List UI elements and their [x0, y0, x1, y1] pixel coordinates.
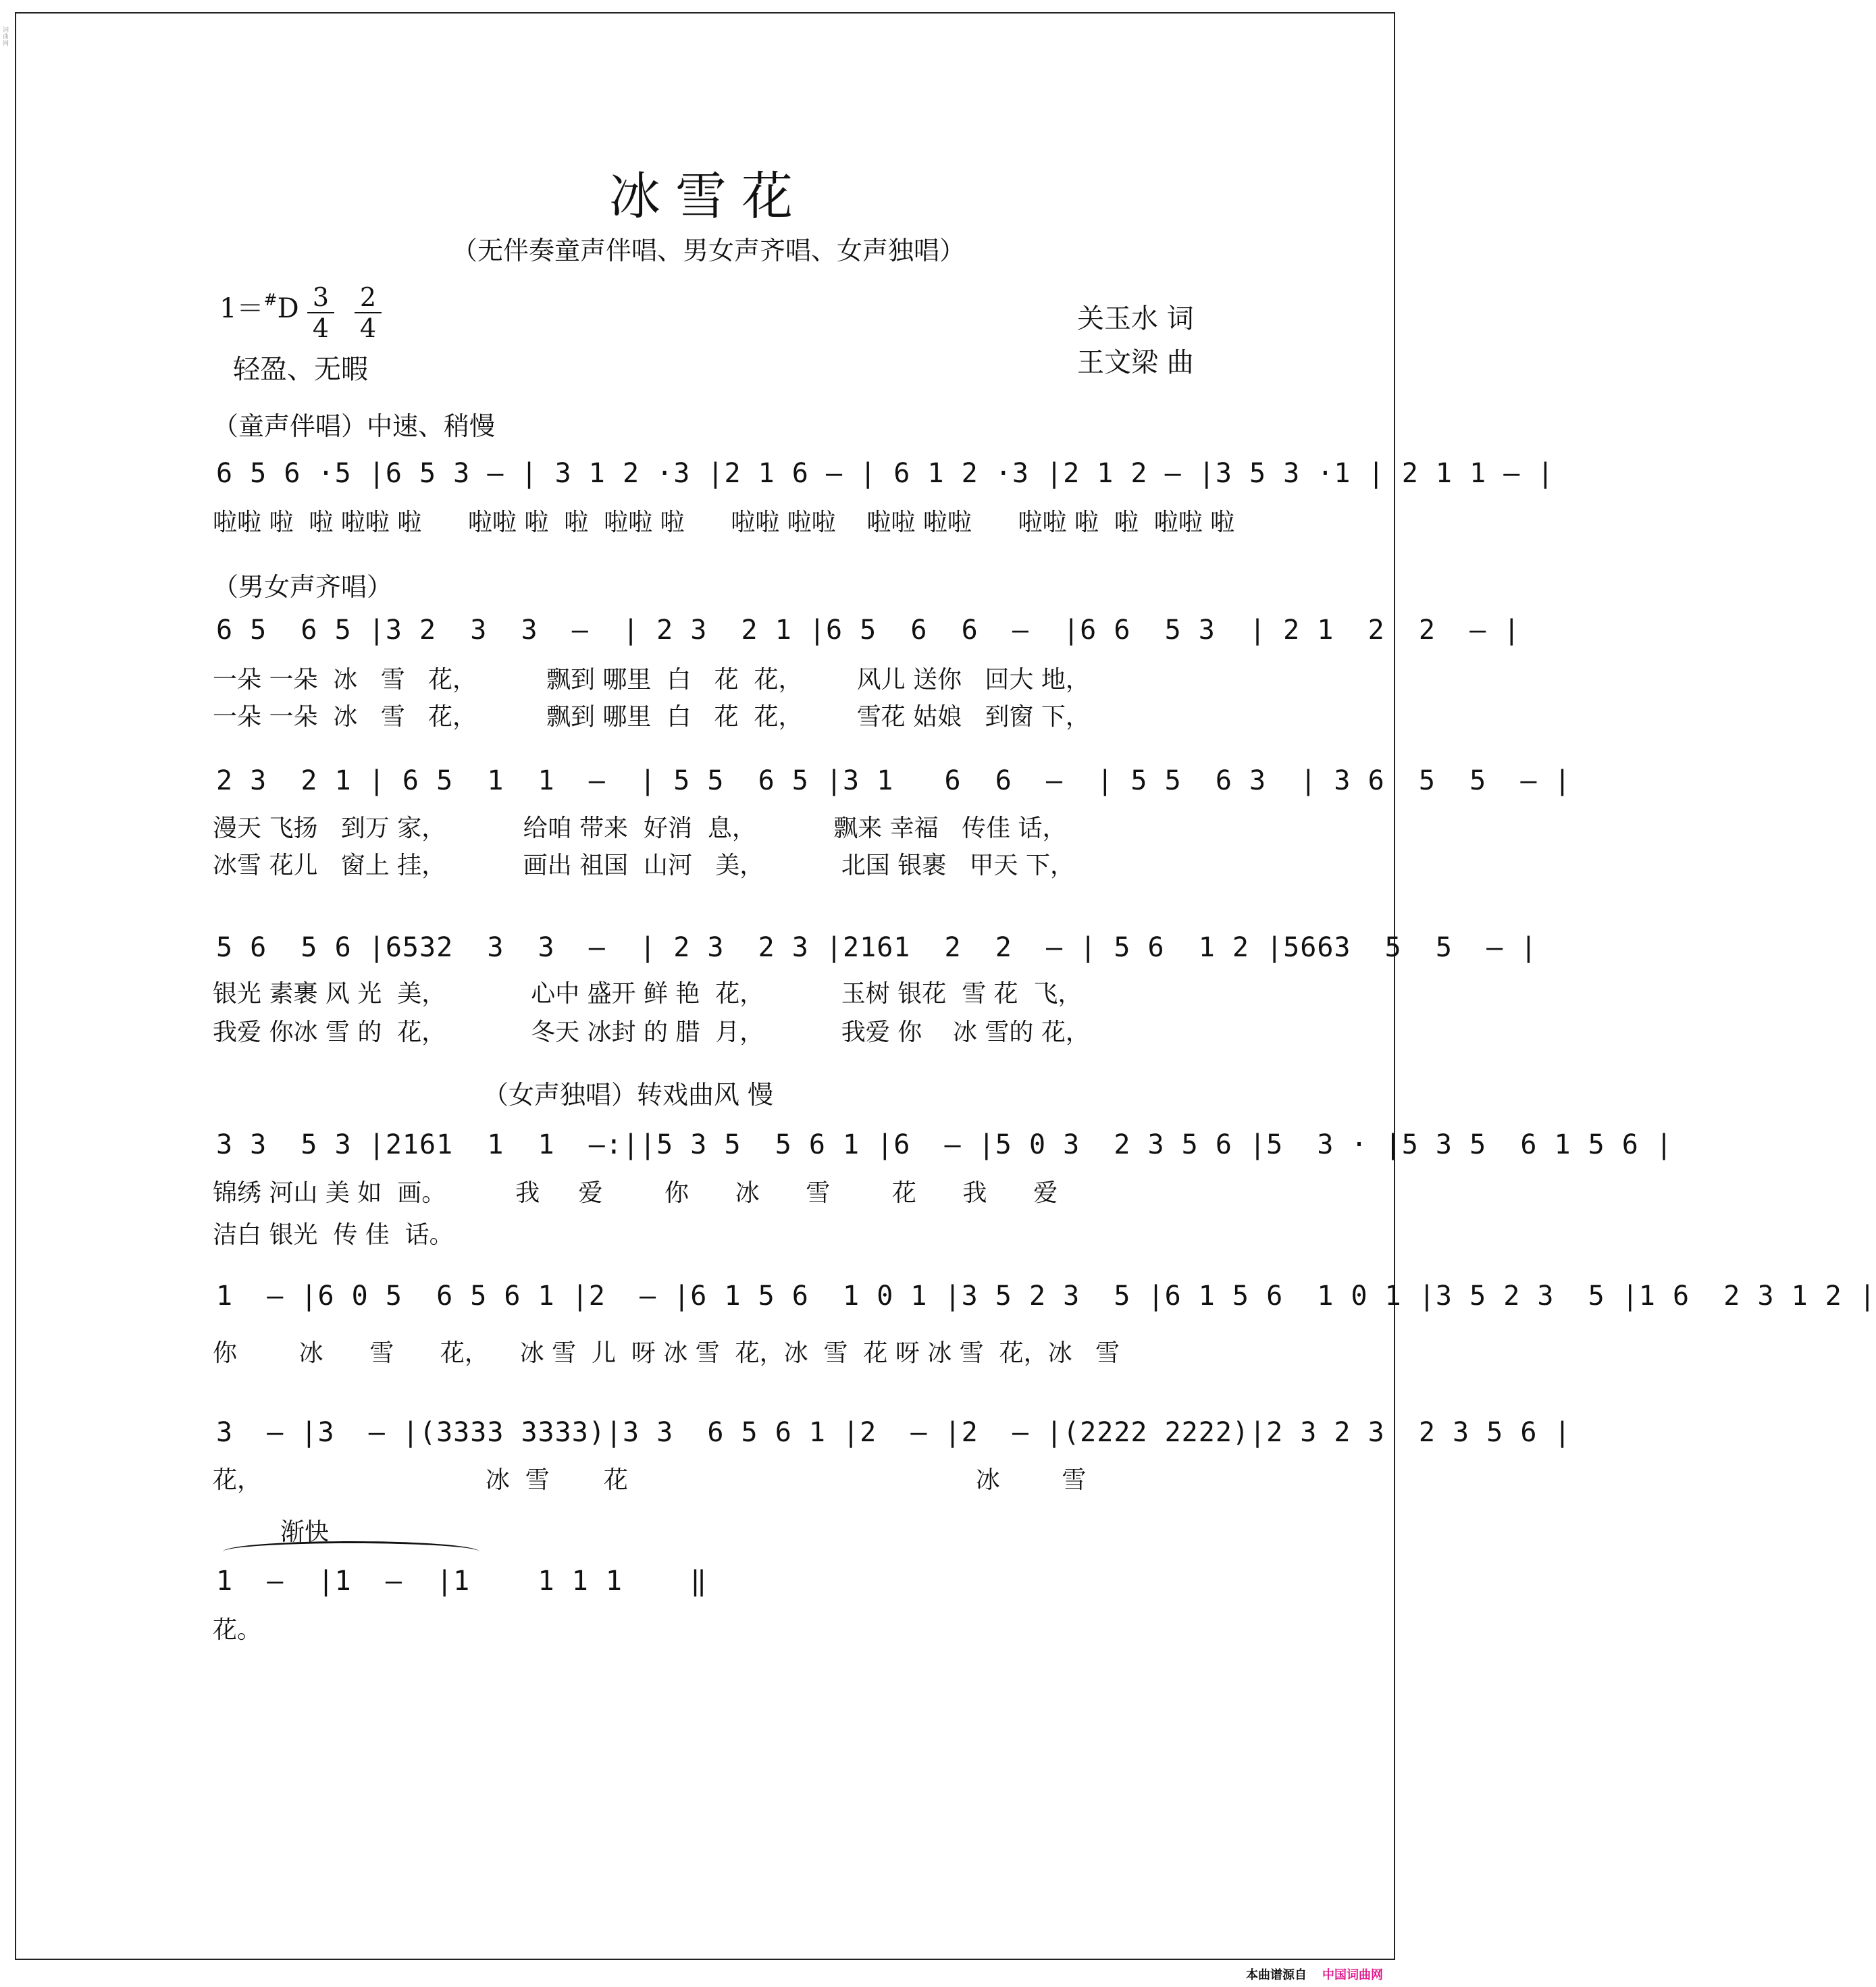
song-subtitle: （无伴奏童声伴唱、男女声齐唱、女声独唱）	[451, 236, 965, 265]
lyric-line-4-verse-2: 我爱 你冰 雪 的 花， 冬天 冰封 的 腊 月， 我爱 你 冰 雪的 花，	[213, 1018, 1090, 1046]
tempo-accelerando: 渐快	[280, 1518, 330, 1546]
lyric-line-2-verse-1: 一朵 一朵 冰 雪 花， 飘到 哪里 白 花 花， 风儿 送你 回大 地，	[213, 666, 1090, 694]
lyric-line-7: 花， 冰 雪 花 冰 雪	[213, 1466, 1087, 1494]
time-signature-3-4	[307, 282, 334, 343]
edge-watermark: 词曲网	[3, 27, 9, 47]
tie-slur	[223, 1541, 479, 1562]
time-sig-top: 3	[312, 282, 330, 312]
notation-line-2: 6 5 6 5 |3 2 3 3 – | 2 3 2 1 |6 5 6 6 – |6 6 5 3 | 2 1 2 2 – |	[216, 615, 1521, 646]
notation-line-1: 6 5 6 ·5 |6 5 3 – | 3 1 2 ·3 |2 1 6 – | 6 1 2 ·3 |2 1 2 – |3 5 3 ·1 | 2 1 1 – |	[216, 458, 1555, 489]
song-title: 冰雪花	[609, 166, 808, 226]
time-signature-2-4	[355, 282, 382, 343]
key-signature	[219, 287, 299, 326]
lyric-line-5-verse-2: 洁白 银光 传 佳 话。	[213, 1221, 454, 1249]
key-prefix: 1＝	[219, 293, 264, 324]
section-label-female-solo: （女声独唱）转戏曲风 慢	[483, 1080, 774, 1110]
section-label-duet: （男女声齐唱）	[213, 572, 393, 602]
lyric-line-4-verse-1: 银光 素裹 风 光 美， 心中 盛开 鲜 艳 花， 玉树 银花 雪 花 飞，	[213, 980, 1083, 1008]
notation-line-4: 5 6 5 6 |6532 3 3 – | 2 3 2 3 |2161 2 2 – | 5 6 1 2 |5663 5 5 – |	[216, 932, 1538, 963]
time-sig-top: 2	[359, 282, 377, 312]
lyric-line-1-verse-1: 啦啦 啦 啦 啦啦 啦 啦啦 啦 啦 啦啦 啦 啦啦 啦啦 啦啦 啦啦 啦啦 啦 啦 啦啦 啦	[213, 509, 1235, 536]
lyric-line-3-verse-1: 漫天 飞扬 到万 家， 给咱 带来 好消 息， 飘来 幸福 传佳 话，	[213, 815, 1067, 842]
notation-line-3: 2 3 2 1 | 6 5 1 1 – | 5 5 6 5 |3 1 6 6 – | 5 5 6 3 | 3 6 5 5 – |	[216, 765, 1571, 796]
footer-source-prefix: 本曲谱源自	[1246, 1968, 1307, 1982]
mood-marking: 轻盈、无暇	[233, 354, 368, 385]
footer-source-site-link[interactable]: 中国词曲网	[1322, 1968, 1383, 1982]
notation-line-8: 1 – |1 – |1 1 1 1 ‖	[216, 1566, 708, 1597]
lyric-line-3-verse-2: 冰雪 花儿 窗上 挂， 画出 祖国 山河 美， 北国 银裹 甲天 下，	[213, 852, 1074, 879]
key-sharp: #	[263, 290, 278, 309]
time-sig-bottom: 4	[307, 312, 334, 343]
composer-credit: 王文梁 曲	[1077, 347, 1194, 378]
notation-line-6: 1 – |6 0 5 6 5 6 1 |2 – |6 1 5 6 1 0 1 |3 5 2 3 5 |6 1 5 6 1 0 1 |3 5 2 3 5 |1 6 2 3 1 2 |	[216, 1281, 1876, 1312]
lyricist-credit: 关玉水 词	[1077, 303, 1194, 334]
key-letter: D	[277, 293, 299, 324]
lyric-line-2-verse-2: 一朵 一朵 冰 雪 花， 飘到 哪里 白 花 花， 雪花 姑娘 到窗 下，	[213, 703, 1090, 731]
lyric-line-8: 花。	[213, 1616, 262, 1644]
section-label-children-chorus: （童声伴唱）中速、稍慢	[213, 411, 496, 441]
notation-line-7: 3 – |3 – |(3333 3333)|3 3 6 5 6 1 |2 – |2 – |(2222 2222)|2 3 2 3 2 3 5 6 |	[216, 1417, 1571, 1448]
time-sig-bottom: 4	[355, 312, 382, 343]
lyric-line-5-verse-1: 锦绣 河山 美 如 画。 我 爱 你 冰 雪 花 我 爱	[213, 1179, 1058, 1207]
notation-line-5: 3 3 5 3 |2161 1 1 –:||5 3 5 5 6 1 |6 – |5 0 3 2 3 5 6 |5 3 · |5 3 5 6 1 5 6 |	[216, 1129, 1673, 1160]
lyric-line-6: 你 冰 雪 花， 冰 雪 儿 呀 冰 雪 花，冰 雪 花 呀 冰 雪 花，冰 雪	[213, 1339, 1120, 1367]
